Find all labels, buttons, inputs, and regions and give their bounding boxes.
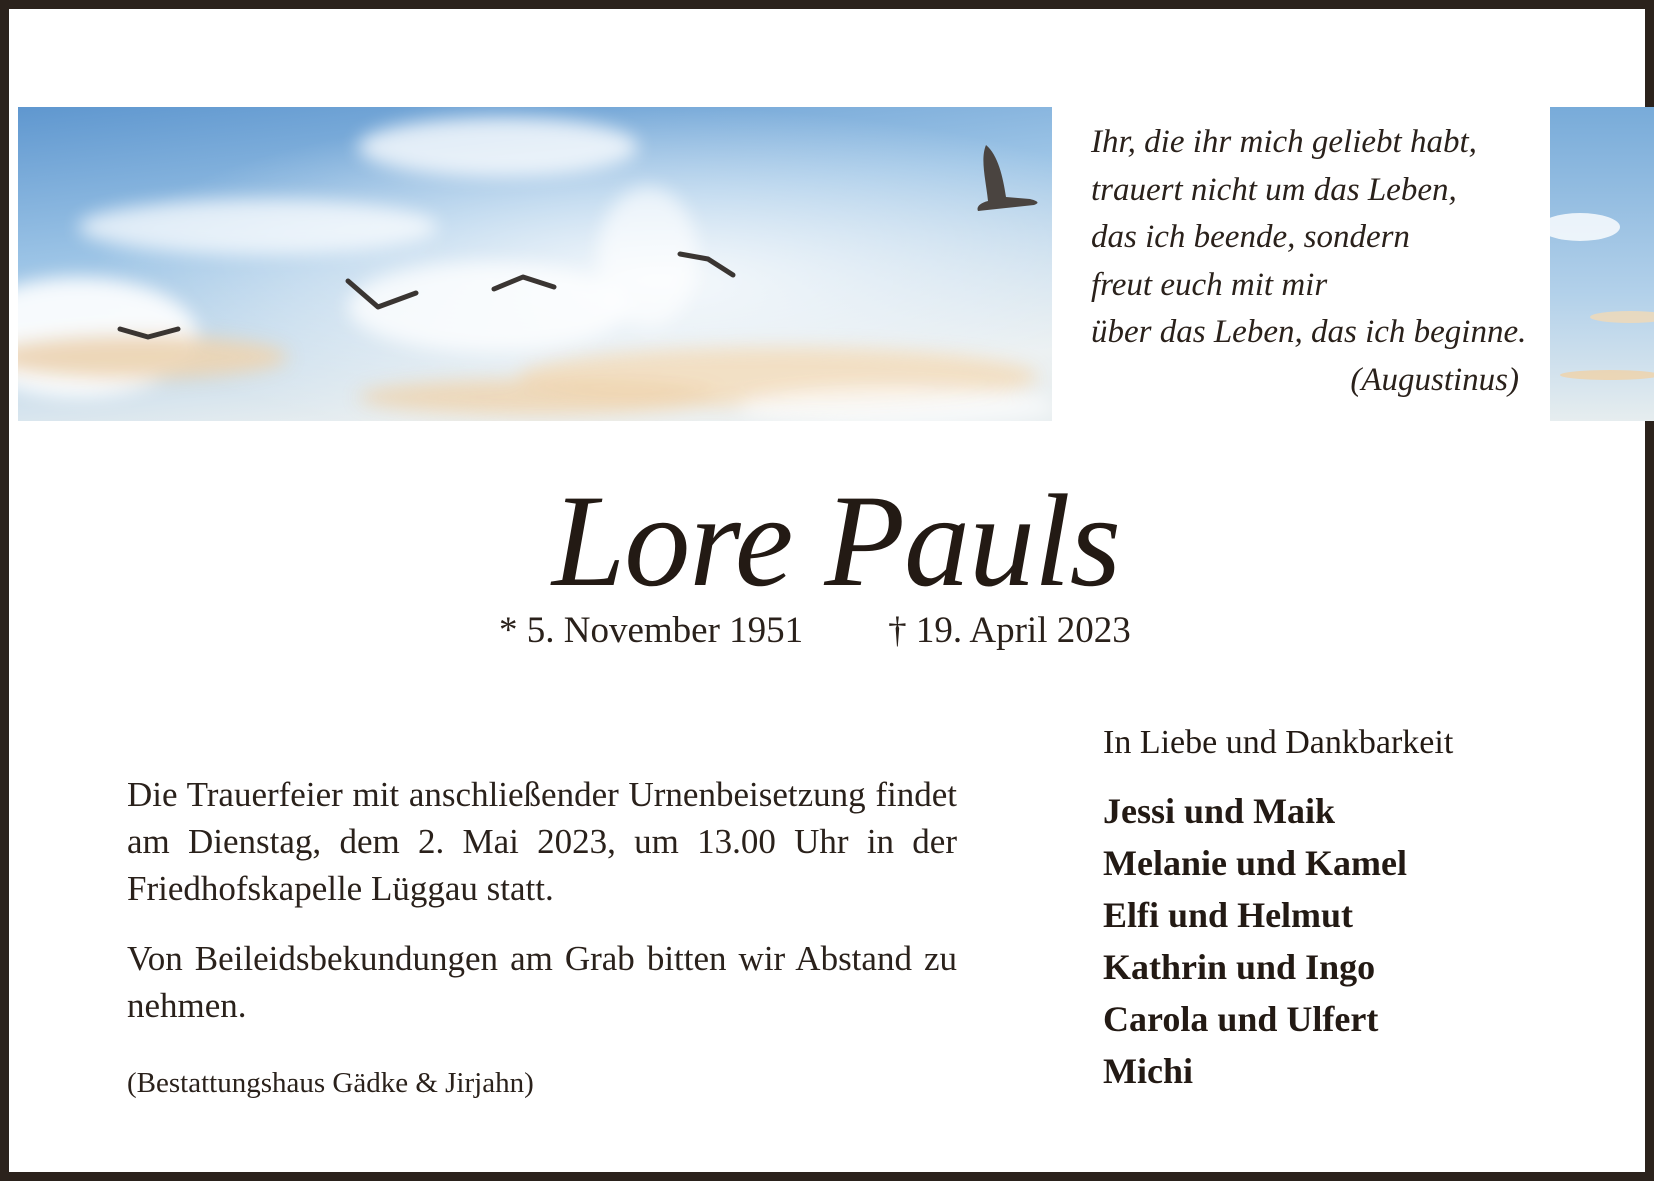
funeral-home-credit: (Bestattungshaus Gädke & Jirjahn) — [127, 1067, 534, 1099]
mourners-intro: In Liebe und Dankbarkeit — [1103, 724, 1454, 761]
mourner-name: Kathrin und Ingo — [1103, 947, 1376, 987]
seagulls-illustration — [18, 107, 1052, 421]
service-paragraph: Die Trauerfeier mit anschließender Urnenbeisetzung findet am Dienstag, dem 2. Mai 2023, um 13.00 Uhr in der Friedhofskapelle Lüggau statt. — [127, 775, 957, 908]
poem-line: über das Leben, das ich beginne. — [1091, 314, 1527, 350]
sky-with-seagulls-image — [18, 107, 1052, 421]
poem-line: Ihr, die ihr mich geliebt habt, — [1091, 124, 1477, 160]
poem-line: trauert nicht um das Leben, — [1091, 171, 1457, 208]
poem-quote — [1091, 119, 1527, 404]
sky-strip-image — [1550, 107, 1654, 421]
poem-line: das ich beende, sondern — [1091, 219, 1410, 255]
mourner-names — [1103, 785, 1623, 1097]
condolence-note: Von Beileidsbekundungen am Grab bitten wir Abstand zu nehmen. — [127, 939, 957, 1025]
mourner-name: Michi — [1103, 1051, 1193, 1091]
birth-date: * 5. November 1951 — [499, 610, 804, 651]
life-dates — [499, 607, 1199, 655]
mourner-name: Carola und Ulfert — [1103, 999, 1379, 1039]
poem-line: freut euch mit mir — [1091, 266, 1328, 303]
death-date: † 19. April 2023 — [888, 610, 1131, 651]
mourner-name: Melanie und Kamel — [1103, 843, 1407, 883]
mourner-name: Elfi und Helmut — [1103, 895, 1354, 935]
poem-author: (Augustinus) — [1350, 361, 1519, 398]
mourner-name: Jessi und Maik — [1103, 791, 1336, 831]
funeral-service-details — [127, 771, 957, 1029]
mourners-list — [1103, 719, 1623, 1097]
deceased-name: Lore Pauls — [551, 467, 1121, 614]
